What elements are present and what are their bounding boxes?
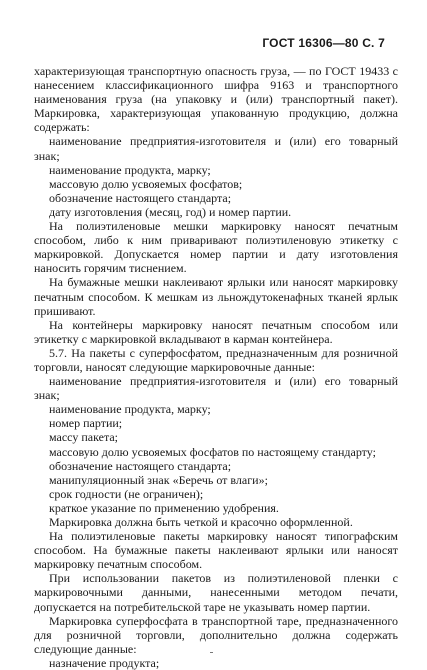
list-item: срок годности (не ограничен); <box>49 486 204 501</box>
paragraph: На бумажные мешки наклеивают ярлыки или наносят маркировку печатным способом. К мешкам из льнождутокенафных тканей ярлык пришивают. <box>34 275 398 318</box>
list-item: назначение продукта; <box>49 655 160 670</box>
document-body <box>34 64 398 670</box>
section-5-7-paragraph: 5.7. На пакеты с суперфосфатом, предназначенным для розничной торговли, наносят следующие маркировочные данные: <box>34 345 398 374</box>
paragraph: наименование предприятия-изготовителя и (или) его товарный знак; <box>34 374 398 403</box>
paragraph: При использовании пакетов из полиэтиленовой пленки с маркировочными данными, нанесенными методом печати, допускается на потребительской таре не указывать номер партии. <box>34 571 398 614</box>
list-item: наименование продукта, марку; <box>49 402 211 417</box>
list-item: номер партии; <box>49 416 123 431</box>
list-item: массовую долю усвояемых фосфатов; <box>49 176 243 191</box>
list-item: обозначение настоящего стандарта; <box>49 458 232 473</box>
list-item: массу пакета; <box>49 430 118 445</box>
page-footer-mark <box>210 652 213 653</box>
page-header: ГОСТ 16306—80 С. 7 <box>262 36 385 50</box>
paragraph: Маркировка суперфосфата в транспортной таре, предназначенного для розничной торговли, дополнительно должна содержать следующие данные: <box>34 613 398 656</box>
paragraph: На контейнеры маркировку наносят печатным способом или этикетку с маркировкой вкладывают в карман контейнера. <box>34 317 398 346</box>
list-item: массовую долю усвояемых фосфатов по настоящему стандарту; <box>49 444 376 459</box>
paragraph: характеризующая транспортную опасность груза, — по ГОСТ 19433 с нанесением классификационного шифра 9163 и транспортного наименования груза (на упаковку и (или) транспортный пакет). Маркировка, характеризующая упакованную продукцию, должна содержать: <box>34 64 398 135</box>
list-item: наименование продукта, марку; <box>49 162 211 177</box>
paragraph: На полиэтиленовые мешки маркировку наносят печатным способом, либо к ним приваривают полиэтиленовую этикетку с маркировкой. Допускается номер партии и дату изготовления наносить горячим тиснением. <box>34 219 398 276</box>
paragraph: Маркировка должна быть четкой и красочно оформленной. <box>49 515 353 529</box>
list-item: дату изготовления (месяц, год) и номер партии. <box>49 204 292 219</box>
paragraph: наименование предприятия-изготовителя и (или) его товарный знак; <box>34 134 398 163</box>
list-item: краткое указание по применению удобрения. <box>49 500 279 515</box>
paragraph: На полиэтиленовые пакеты маркировку наносят типографским способом. На бумажные пакеты наклеивают ярлыки или наносят маркировку печатным способом. <box>34 529 398 572</box>
list-item: обозначение настоящего стандарта; <box>49 190 232 205</box>
list-item: манипуляционный знак «Беречь от влаги»; <box>49 472 268 487</box>
